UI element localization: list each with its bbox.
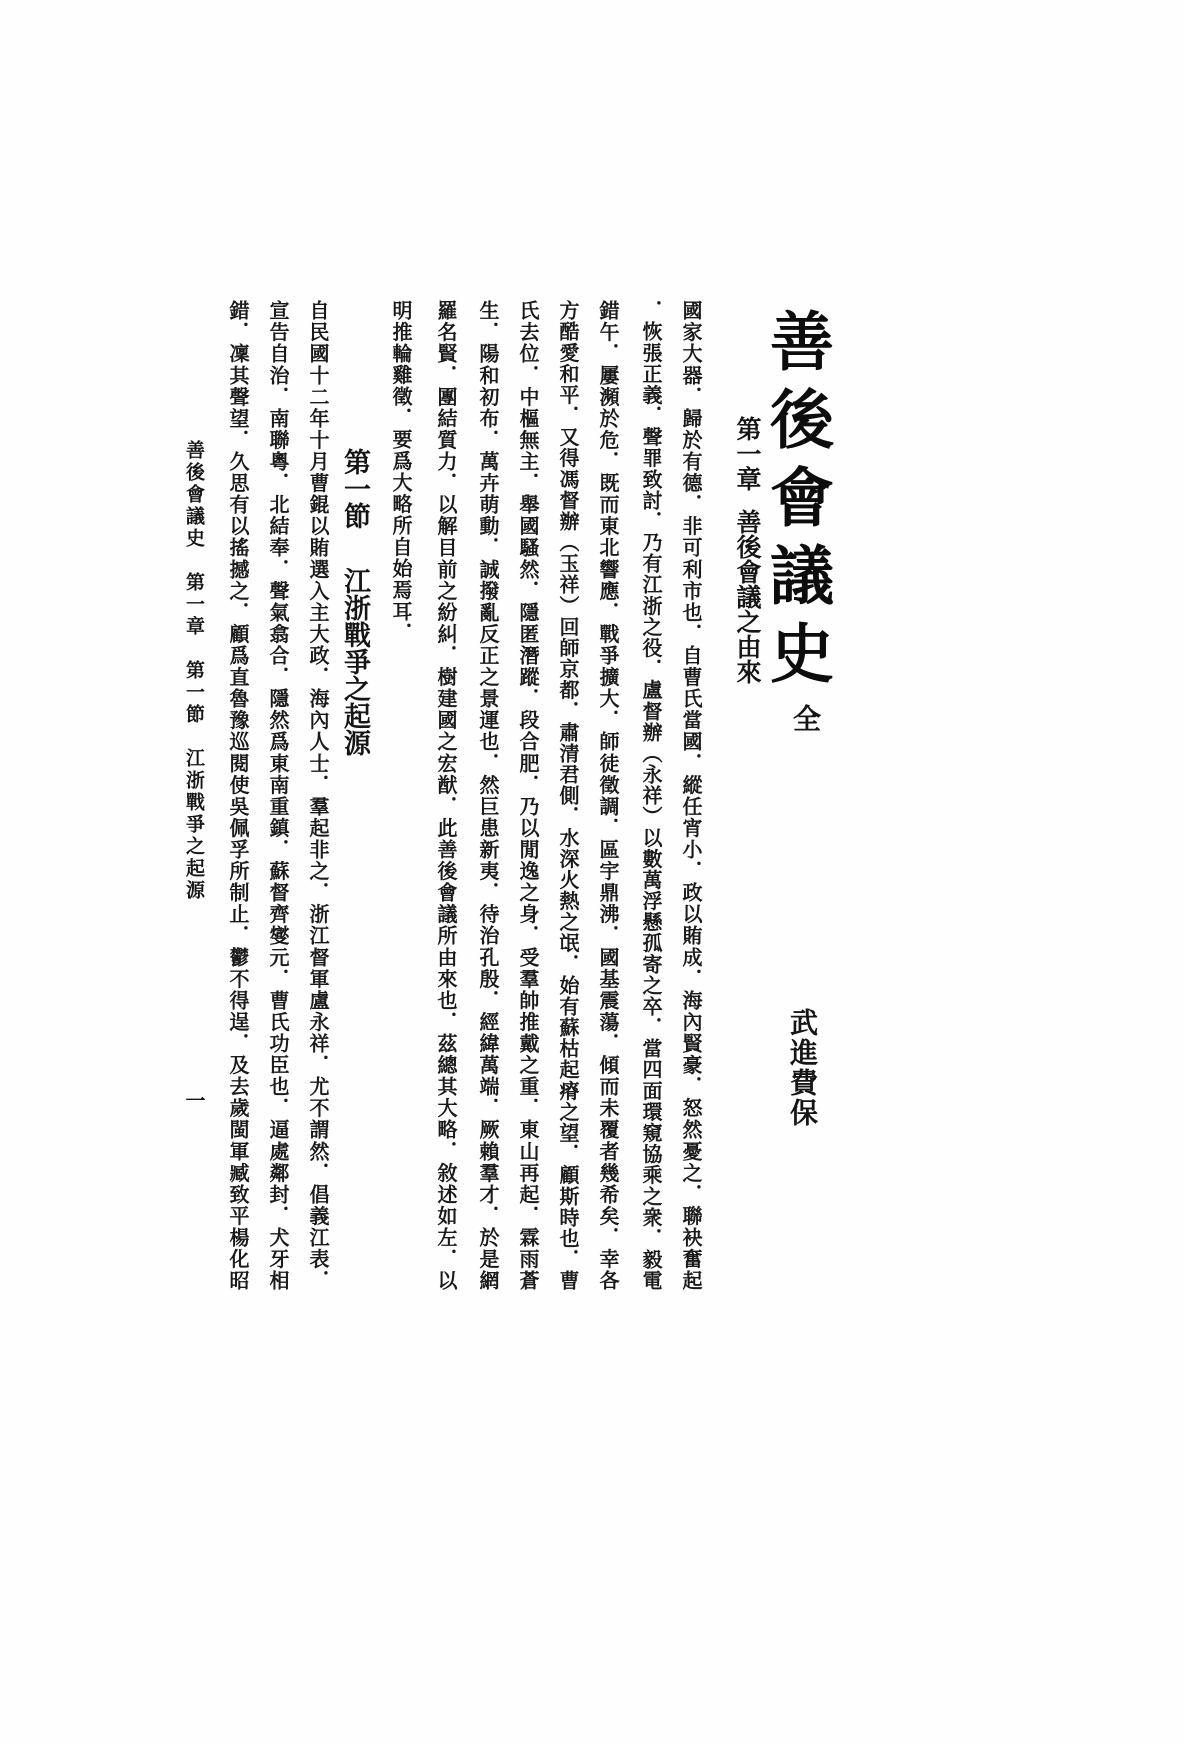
chapter-title: 善後會議之由來 [733,509,760,684]
running-head: 善後會議史 第一章 第一節 江浙戰爭之起源 [183,440,204,902]
chapter-heading [730,416,762,696]
chapter-body-column: 方酷愛和平．又得馮督辦（玉祥）回師京都．肅清君側．水深火熱之氓．始有蘇枯起瘠之望．顧斯時也．曹 [556,300,578,1290]
section-number: 第一節 [340,448,370,529]
chapter-body-column: 氏去位．中樞無主．舉國騷然．隱匿潛蹤．段合肥．乃以閒逸之身．受羣帥推戴之重．東山再起．霖雨蒼 [516,300,538,1290]
page-number: 一 [182,1090,204,1110]
book-title-suffix: 全 [789,704,820,732]
section-body-column: 錯．凜其聲望．久思有以搖撼之．顧爲直魯豫巡閱使吳佩孚所制止．鬱不得逞．及去歲閩軍臧致平楊化昭 [226,300,248,1290]
book-title: 善後會議史 [761,308,832,698]
chapter-body-column: ．恢張正義．聲罪致討．乃有江浙之役．盧督辦（永祥）以數萬浮懸孤寄之卒．當四面環窺協乘之衆．毅電 [639,300,661,1290]
chapter-number: 第一章 [733,416,760,491]
chapter-body-column: 國家大器．歸於有德．非可利市也．自曹氏當國．縱任宵小．政以賄成．海內賢豪．怒然憂之．聯袂奮起 [679,300,701,1290]
section-body-column: 自民國十二年十月曹錕以賄選入主大政．海內人士．羣起非之．浙江督軍盧永祥．尤不謂然．倡義江表． [306,300,328,1290]
chapter-body-column: 羅名賢．團結質力．以解目前之紛糾．樹建國之宏猷．此善後會議所由來也．茲總其大略．敘述如左．以 [434,300,456,1290]
chapter-body-column: 生．陽和初布．萬卉萌動．誠撥亂反正之景運也．然巨患新夷．待治孔殷．經緯萬端．厥賴羣才．於是網 [476,300,498,1290]
book-author: 武進費保 [786,1008,817,1128]
section-title: 江浙戰爭之起源 [340,567,370,756]
chapter-body-column: 錯午．屢瀕於危．既而東北響應．戰爭擴大．師徒徵調．區宇鼎沸．國基震蕩．傾而未覆者幾希矣．幸各 [596,300,618,1290]
chapter-body-column: 明推輪雞徵．要爲大略所自始焉耳． [389,300,411,644]
section-heading [338,448,372,768]
section-body-column: 宣告自治．南聯粵．北結奉．聲氣翕合．隱然爲東南重鎮．蘇督齊燮元．曹氏功臣也．逼處鄰封．犬牙相 [266,300,288,1290]
